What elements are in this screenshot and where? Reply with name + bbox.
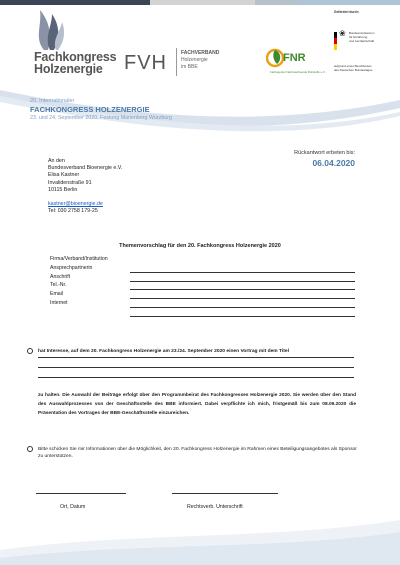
form-row[interactable] (50, 282, 355, 291)
recipient-address (48, 158, 122, 215)
reply-label: Rückantwort erbeten bis: (294, 150, 355, 156)
address-tel: Tel: 030 2758 179-25 (48, 208, 98, 215)
fnr-subtitle: Fachagentur Nachwachsende Rohstoffe e.V. (270, 70, 326, 74)
conference-edition: 20. Internationaler (30, 98, 75, 104)
conference-date: 23. und 24. September 2020, Festung Marienberg Würzburg (30, 115, 172, 121)
input-line[interactable] (130, 289, 355, 290)
input-line[interactable] (130, 272, 355, 273)
signature-line[interactable] (172, 493, 278, 494)
fvh-line2: Holzenergie (181, 57, 208, 63)
talk-title-line[interactable] (38, 357, 354, 358)
address-city: 10115 Berlin (48, 186, 78, 193)
input-line[interactable] (130, 281, 355, 282)
interest-radio[interactable] (27, 348, 33, 354)
input-line[interactable] (130, 307, 355, 308)
field-label: Email (50, 291, 63, 298)
reply-deadline (294, 150, 355, 168)
form-row[interactable] (50, 274, 355, 283)
fk-logo-line1: Fachkongress (34, 50, 117, 64)
bmel-name (349, 31, 375, 44)
talk-title-line[interactable] (38, 377, 354, 378)
fnr-logo: FNR (283, 52, 306, 64)
german-flag-icon (334, 32, 337, 50)
field-label: Firma/Verband/Institution (50, 256, 108, 262)
contact-form (50, 256, 355, 318)
talk-title-lines[interactable] (38, 357, 354, 387)
bmel-line2: für Ernährung (349, 35, 368, 40)
fvh-head: FACHVERBAND (181, 50, 220, 56)
field-label: Anschrift (50, 273, 71, 280)
input-line[interactable] (130, 298, 355, 299)
form-row[interactable] (50, 300, 355, 309)
form-row[interactable] (50, 256, 355, 265)
fvh-logo: FVH (124, 52, 167, 74)
field-label: Tel.-Nr. (50, 282, 67, 289)
input-line[interactable] (130, 316, 355, 317)
fk-logo-line2: Holzenergie (34, 62, 103, 76)
flame-logo-icon (30, 8, 70, 50)
field-label: Ansprechpartnerin (50, 264, 93, 271)
form-row[interactable] (50, 309, 355, 318)
bmel-foot2: des Deutschen Bundestages (334, 68, 373, 72)
sponsor-radio[interactable] (27, 446, 33, 452)
top-color-strip (0, 0, 400, 5)
fvh-line3: im BBE (181, 64, 198, 70)
place-date-line[interactable] (36, 493, 126, 494)
bmel-foot1: aufgrund eines Beschlusses (334, 64, 372, 68)
bmel-head: Gefördert durch: (334, 10, 360, 14)
bmel-line3: und Landwirtschaft (349, 39, 375, 44)
address-to: An den (48, 158, 65, 164)
conference-title: FACHKONGRESS HOLZENERGIE (30, 105, 150, 114)
eagle-icon: ❀ (339, 29, 346, 38)
form-row[interactable] (50, 291, 355, 300)
talk-title-line[interactable] (38, 367, 354, 368)
bmel-line1: Bundesministerium (349, 31, 375, 35)
address-person: Elisa Kastner (48, 172, 80, 179)
field-label: Internet (50, 299, 68, 306)
sponsor-text: Bitte schicken Sie mir Informationen über die Möglichkeit, den 20. Fachkongress Holzenergie im Rahmen eines Beteiligungsangebotes als Sponsor zu unterstützen. (38, 447, 357, 460)
footer-wave (0, 510, 400, 565)
selection-note: zu halten. Die Auswahl der Beiträge erfolgt über den Programmbeirat des Fachkongresses Holzenergie 2020. Sie werden über den Stand des Auswahlprozesses von der Geschäftsstelle des BBE informiert. Dabei verpflichte ich mich, fristgemäß bis zum 08.09.2020 die Präsentation des Vortrages der BBE-Geschäftsstelle einzureichen. (38, 393, 356, 416)
interest-text: hat Interesse, auf dem 20. Fachkongress Holzenergie am 23./24. September 2020 einen Vortrag mit dem Titel (38, 349, 289, 354)
conference-info (30, 98, 172, 121)
form-row[interactable] (50, 265, 355, 274)
place-date-label: Ort, Datum (60, 504, 86, 510)
signature-label: Rechtsverb. Unterschrift (187, 504, 243, 510)
reply-date: 06.04.2020 (312, 158, 355, 168)
address-street: Invalidenstraße 91 (48, 179, 92, 186)
form-title: Themenvorschlag für den 20. Fachkongress Holzenergie 2020 (119, 243, 281, 249)
address-org: Bundesverband Bioenergie e.V. (48, 165, 123, 172)
email-link[interactable]: kastner@bioenergie.de (48, 201, 103, 208)
